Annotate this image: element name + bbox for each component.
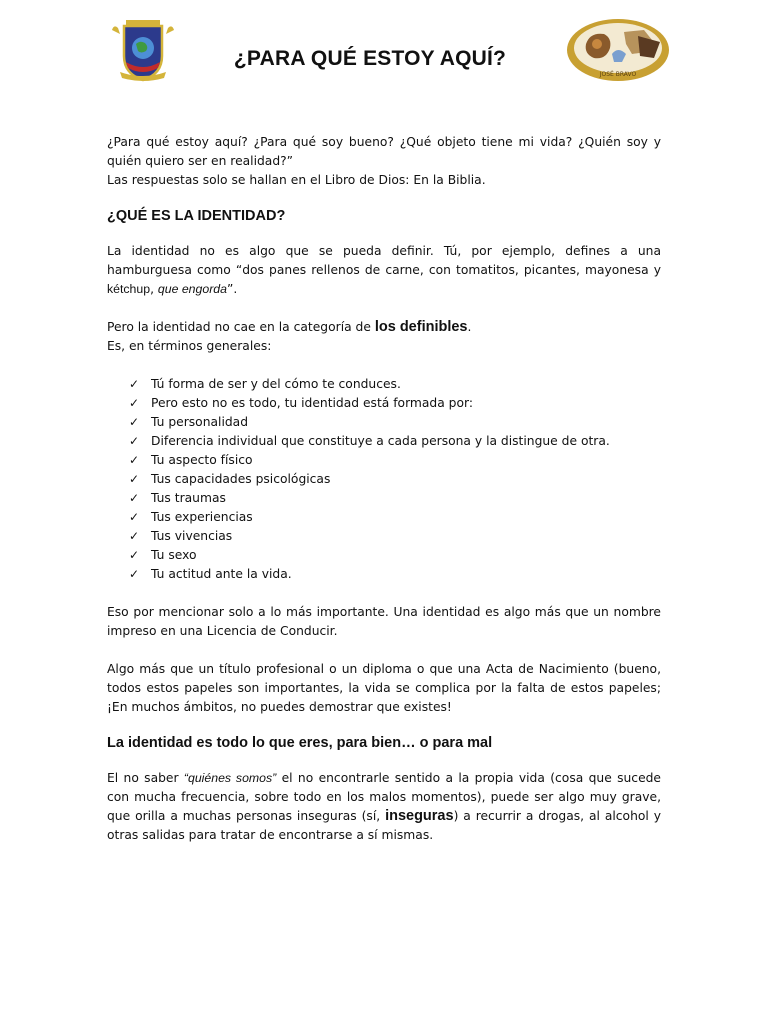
check-icon: ✓: [129, 415, 140, 429]
check-icon: ✓: [129, 434, 140, 448]
documents-paragraph: Algo más que un título profesional o un diploma o que una Acta de Nacimiento (bueno, todos estos papeles son importantes, la vida se complica por la falta de estos papeles; ¡En muchos ámbitos, no puedes demostrar que existes!: [107, 662, 661, 714]
check-icon: ✓: [129, 377, 140, 391]
list-item: ✓ Tú forma de ser y del cómo te conduces.: [129, 375, 661, 394]
check-icon: ✓: [129, 567, 140, 581]
list-item: ✓ Tus vivencias: [129, 527, 661, 546]
license-paragraph: Eso por mencionar solo a lo más importante. Una identidad es algo más que un nombre impreso en una Licencia de Conducir.: [107, 605, 661, 638]
category-paragraph: Pero la identidad no cae en la categoría de los definibles.: [107, 319, 472, 335]
list-item: ✓ Tu sexo: [129, 546, 661, 565]
section-heading-identity: ¿QUÉ ES LA IDENTIDAD?: [107, 208, 286, 224]
list-item: ✓ Tu aspecto físico: [129, 451, 661, 470]
list-item: ✓ Tu actitud ante la vida.: [129, 565, 661, 584]
list-item: ✓ Tu personalidad: [129, 413, 661, 432]
check-icon: ✓: [129, 548, 140, 562]
check-icon: ✓: [129, 472, 140, 486]
check-icon: ✓: [129, 510, 140, 524]
check-icon: ✓: [129, 396, 140, 410]
insecurity-paragraph: El no saber “quiénes somos” el no encontrarle sentido a la propia vida (cosa que sucede con mucha frecuencia, sobre todo en los malos momentos), puede ser algo muy grave, que orilla a muchas personas inseguras (sí, inseguras) a recurrir a drogas, al alcohol y otras salidas para tratar de encontrarse a sí mismas.: [107, 771, 662, 842]
intro-paragraph: ¿Para qué estoy aquí? ¿Para qué soy bueno? ¿Qué objeto tiene mi vida? ¿Quién soy y quién quiero ser en realidad?”: [107, 135, 661, 168]
list-item: ✓ Tus traumas: [129, 489, 661, 508]
check-icon: ✓: [129, 491, 140, 505]
list-item: ✓ Diferencia individual que constituye a cada persona y la distingue de otra.: [129, 432, 661, 451]
section-heading-all-you-are: La identidad es todo lo que eres, para bien… o para mal: [107, 735, 493, 751]
check-icon: ✓: [129, 529, 140, 543]
check-icon: ✓: [129, 453, 140, 467]
list-item: ✓ Tus capacidades psicológicas: [129, 470, 661, 489]
list-item: ✓ Tus experiencias: [129, 508, 661, 527]
document-body: [107, 133, 661, 845]
emblem-caption: JOSÉ BRAVO: [599, 71, 637, 78]
definition-paragraph: La identidad no es algo que se pueda definir. Tú, por ejemplo, defines a una hamburguesa como “dos panes rellenos de carne, con tomatitos, picantes, mayonesa y kétchup, que engorda”.: [107, 244, 661, 296]
page-title: ¿PARA QUÉ ESTOY AQUÍ?: [233, 47, 507, 70]
school-emblem-logo: [566, 18, 670, 82]
general-terms-paragraph: Es, en términos generales:: [107, 339, 272, 353]
intro-answer: Las respuestas solo se hallan en el Libro de Dios: En la Biblia.: [107, 173, 486, 187]
school-crest-logo: [112, 18, 174, 84]
identity-checklist: [107, 375, 661, 584]
list-item: ✓ Pero esto no es todo, tu identidad está formada por:: [129, 394, 661, 413]
